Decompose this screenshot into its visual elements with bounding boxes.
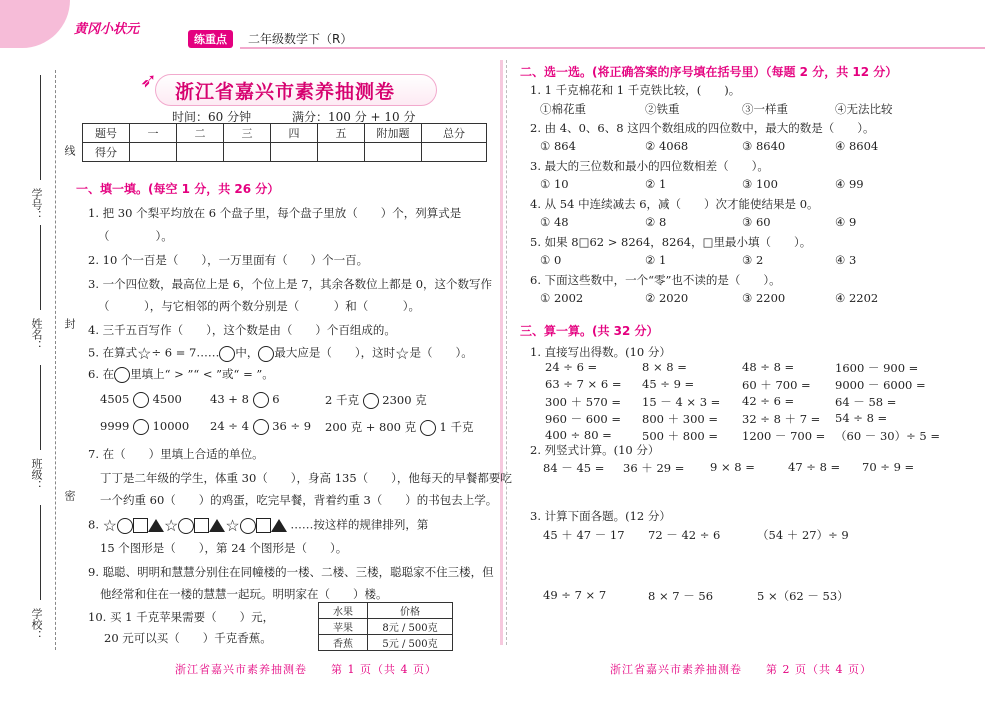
label-name: 姓名：	[30, 318, 43, 351]
choice-option[interactable]: ④ 99	[835, 177, 864, 191]
q6-text-b: 里填上“ > ”“ < ”或“ = ”。	[130, 367, 274, 381]
oral-calc-item: 42 ÷ 6 =	[742, 394, 795, 408]
section2-title: 二、选一选。(将正确答案的序号填在括号里）（每题 2 分，共 12 分）	[520, 65, 898, 79]
binding-mark-seal: 封	[63, 318, 76, 329]
q8	[88, 516, 428, 535]
vertical-calc-item: 9 × 8 =	[710, 460, 755, 474]
square-icon	[256, 518, 271, 533]
oral-calc-item: 54 ÷ 8 =	[835, 411, 888, 425]
choice-option[interactable]: ② 2020	[645, 291, 689, 305]
score-cell[interactable]	[318, 143, 365, 162]
compare-item: 2 千克 2300 克	[325, 393, 427, 407]
brand-logo: 黄冈小状元	[74, 22, 140, 37]
score-cell[interactable]	[130, 143, 177, 162]
label-class: 班级：	[30, 458, 43, 491]
choice-option[interactable]: ② 1	[645, 253, 667, 267]
s3-part2-title: 2. 列竖式计算。(10 分）	[530, 443, 660, 457]
mixed-calc-item: 72 － 42 ÷ 6	[648, 528, 721, 542]
vertical-calc-item: 47 ÷ 8 =	[788, 460, 841, 474]
score-cell[interactable]	[177, 143, 224, 162]
q4: 4. 三千五百写作（ ），这个数是由（ ）个百组成的。	[88, 323, 396, 337]
score-cell[interactable]	[422, 143, 487, 162]
circle-icon	[219, 346, 235, 362]
oral-calc-item: 8 × 8 =	[642, 360, 687, 374]
choice-option[interactable]: ④ 2202	[835, 291, 879, 305]
star-icon: ☆	[137, 344, 152, 363]
section1-title: 一、填一填。(每空 1 分，共 26 分）	[76, 182, 280, 196]
score-row-label: 得分	[83, 143, 130, 162]
mixed-calc-item: （54 ＋ 27）÷ 9	[757, 528, 849, 542]
q8-line2: 15 个图形是（ ），第 24 个图形是（ ）。	[100, 541, 348, 555]
oral-calc-item: 64 － 58 =	[835, 395, 897, 409]
compare-item: 43 + 8 6	[210, 392, 280, 406]
compare-item: 4505 4500	[100, 392, 182, 406]
q7: 7. 在（ ）里填上合适的单位。	[88, 447, 264, 461]
choice-option[interactable]: ① 10	[540, 177, 569, 191]
choice-option[interactable]: ③ 60	[742, 215, 771, 229]
choice-option[interactable]: ③ 8640	[742, 139, 786, 153]
s3-part3-title: 3. 计算下面各题。(12 分）	[530, 509, 671, 523]
star-icon: ☆	[395, 344, 410, 363]
compare-item: 24 ÷ 4 36 ÷ 9	[210, 419, 312, 433]
choice-option[interactable]: ①棉花重	[540, 102, 586, 116]
oral-calc-item: 48 ÷ 8 =	[742, 360, 795, 374]
oral-calc-item: 300 ＋ 570 =	[545, 395, 622, 409]
star-icon: ☆	[163, 516, 179, 535]
choice-option[interactable]: ③ 2	[742, 253, 764, 267]
score-header: 一	[130, 124, 177, 143]
choice-option[interactable]: ① 0	[540, 253, 562, 267]
mixed-calc-item: 8 × 7 － 56	[648, 589, 714, 603]
q2: 2. 10 个一百是（ ），一万里面有（ ）个一百。	[88, 253, 369, 267]
q5-text-d: 最大应是（ ），这时	[274, 345, 396, 360]
q10-line2: 20 元可以买（ ）千克香蕉。	[104, 631, 272, 645]
mixed-calc-item: 45 ＋ 47 － 17	[543, 528, 625, 542]
oral-calc-item: 1200 － 700 =	[742, 429, 826, 443]
score-header: 三	[224, 124, 271, 143]
choice-question: 6. 下面这些数中，一个“零”也不读的是（ ）。	[530, 273, 781, 287]
s3-part1-title: 1. 直接写出得数。(10 分）	[530, 345, 671, 359]
choice-question: 4. 从 54 中连续减去 6，减（ ）次才能使结果是 0。	[530, 197, 819, 211]
binding-mark-secret: 密	[63, 490, 76, 501]
oral-calc-item: 960 － 600 =	[545, 412, 622, 426]
q1-line2: （ ）。	[98, 229, 173, 243]
oral-calc-item: 1600 － 900 =	[835, 361, 919, 375]
compare-item: 9999 10000	[100, 419, 190, 433]
choice-option[interactable]: ④ 8604	[835, 139, 879, 153]
choice-question: 3. 最大的三位数和最小的四位数相差（ ）。	[530, 159, 769, 173]
oral-calc-item: 500 ＋ 800 =	[642, 429, 719, 443]
q5-text-e: 是（ ）。	[409, 345, 473, 360]
mixed-calc-item: 49 ÷ 7 × 7	[543, 588, 607, 602]
q7-line2: 一个约重 60（ ）的鸡蛋，吃完早餐，背着约重 3（ ）的书包去上学。	[100, 493, 498, 507]
class-line	[40, 365, 41, 450]
oral-calc-item: 15 － 4 × 3 =	[642, 395, 721, 409]
choice-option[interactable]: ② 8	[645, 215, 667, 229]
binding-line	[55, 70, 56, 650]
circle-icon	[178, 518, 194, 534]
score-header: 题号	[83, 124, 130, 143]
oral-calc-item: 24 ÷ 6 =	[545, 360, 598, 374]
compare-circle[interactable]	[420, 420, 436, 436]
choice-option[interactable]: ③一样重	[742, 102, 788, 116]
oral-calc-item: 400 ÷ 80 =	[545, 428, 612, 442]
star-icon: ☆	[102, 516, 117, 535]
choice-option[interactable]: ④ 9	[835, 215, 857, 229]
q9-line1: 9. 聪聪、明明和慧慧分别住在同幢楼的一楼、二楼、三楼，聪聪家不住三楼，但	[88, 565, 494, 579]
q5-text-b: ÷ 6 = 7……	[151, 345, 220, 360]
circle-icon	[117, 518, 133, 534]
section3-title: 三、算一算。(共 32 分）	[520, 324, 659, 338]
oral-calc-item: 45 ÷ 9 =	[642, 377, 695, 391]
square-icon	[133, 518, 148, 533]
score-header: 二	[177, 124, 224, 143]
page-divider-band	[500, 60, 503, 645]
oral-calc-item: （60 － 30）÷ 5 =	[835, 429, 940, 443]
choice-option[interactable]: ③ 2200	[742, 291, 786, 305]
score-cell[interactable]	[365, 143, 422, 162]
fruit-price-table	[318, 602, 453, 651]
exam-title: 浙江省嘉兴市素养抽测卷	[175, 81, 396, 103]
fruit-header: 价格	[368, 603, 453, 619]
tag-badge: 练重点	[188, 30, 233, 48]
choice-option[interactable]: ② 4068	[645, 139, 689, 153]
fruit-cell: 5元 / 500克	[368, 635, 453, 651]
choice-option[interactable]: ① 864	[540, 139, 576, 153]
compare-circle[interactable]	[363, 393, 379, 409]
fruit-cell: 香蕉	[319, 635, 368, 651]
q6	[88, 366, 274, 383]
score-table	[82, 123, 487, 162]
name-line	[40, 225, 41, 310]
choice-option[interactable]: ④无法比较	[835, 102, 893, 116]
q8-text: ……按这样的规律排列，第	[290, 517, 429, 532]
choice-option[interactable]: ① 2002	[540, 291, 584, 305]
oral-calc-item: 9000 － 6000 =	[835, 378, 926, 392]
oral-calc-item: 800 ＋ 300 =	[642, 412, 719, 426]
q8-label: 8.	[88, 517, 99, 532]
exam-time: 时间：60 分钟	[172, 110, 252, 124]
star-icon: ☆	[225, 516, 240, 535]
footer-right: 浙江省嘉兴市素养抽测卷 第 2 页（共 4 页）	[610, 663, 872, 676]
fruit-header: 水果	[319, 603, 368, 619]
page-divider	[506, 60, 507, 645]
fruit-cell: 苹果	[319, 619, 368, 635]
q6-text-a: 6. 在	[88, 367, 115, 381]
vertical-calc-item: 70 ÷ 9 =	[862, 460, 915, 474]
q1-line1: 1. 把 30 个梨平均放在 6 个盘子里，每个盘子里放（ ）个，列算式是	[88, 206, 462, 220]
vertical-calc-item: 36 ＋ 29 =	[623, 461, 685, 475]
choice-option[interactable]: ②铁重	[645, 102, 680, 116]
footer-left: 浙江省嘉兴市素养抽测卷 第 1 页（共 4 页）	[175, 663, 437, 676]
choice-question: 1. 1 千克棉花和 1 千克铁比较，( )。	[530, 83, 741, 97]
compare-circle[interactable]	[133, 392, 149, 408]
compare-circle[interactable]	[253, 392, 269, 408]
q5-text-a: 5. 在算式	[88, 345, 138, 360]
score-header: 总分	[422, 124, 487, 143]
choice-option[interactable]: ① 48	[540, 215, 569, 229]
exam-score: 满分：100 分 + 10 分	[292, 110, 416, 124]
circle-icon	[258, 346, 274, 362]
choice-option[interactable]: ③ 100	[742, 177, 778, 191]
q5	[88, 344, 473, 363]
square-icon	[194, 518, 209, 533]
score-header: 四	[271, 124, 318, 143]
triangle-icon	[148, 519, 164, 532]
header-rule	[240, 47, 985, 49]
choice-question: 5. 如果 8□62 > 8264，8264，□里最小填（ ）。	[530, 235, 812, 249]
oral-calc-item: 32 ÷ 8 ＋ 7 =	[742, 412, 821, 426]
mixed-calc-item: 5 ×（62 － 53）	[757, 589, 849, 603]
label-student-id: 学号：	[30, 188, 43, 221]
student-id-line	[40, 75, 41, 180]
fruit-cell: 8元 / 500克	[368, 619, 453, 635]
subject-label: 二年级数学下（R）	[248, 32, 353, 46]
oral-calc-item: 63 ÷ 7 × 6 =	[545, 377, 622, 391]
circle-icon	[240, 518, 256, 534]
q3-line1: 3. 一个四位数，最高位上是 6，个位上是 7，其余各数位上都是 0，这个数写作	[88, 277, 493, 291]
choice-question: 2. 由 4、0、6、8 这四个数组成的四位数中，最大的数是（ ）。	[530, 121, 875, 135]
q7-line1: 丁丁是二年级的学生，体重 30（ ），身高 135（ ），他每天的早餐都要吃	[100, 471, 512, 485]
choice-option[interactable]: ④ 3	[835, 253, 857, 267]
compare-item: 200 克 + 800 克 1 千克	[325, 420, 474, 434]
vertical-calc-item: 84 － 45 =	[543, 461, 605, 475]
label-school: 学校：	[30, 608, 43, 641]
circle-icon	[114, 367, 130, 383]
corner-decoration	[0, 0, 70, 48]
q10-line1: 10. 买 1 千克苹果需要（ ）元，	[88, 610, 275, 624]
rocket-icon: ➶	[140, 68, 157, 92]
triangle-icon	[209, 519, 225, 532]
binding-mark-line: 线	[63, 145, 76, 156]
q3-line2: （ ），与它相邻的两个数分别是（ ）和（ ）。	[98, 299, 420, 313]
compare-circle[interactable]	[253, 419, 269, 435]
score-cell[interactable]	[271, 143, 318, 162]
score-header: 五	[318, 124, 365, 143]
score-cell[interactable]	[224, 143, 271, 162]
compare-circle[interactable]	[133, 419, 149, 435]
school-line	[40, 505, 41, 600]
q5-text-c: 中，	[235, 345, 259, 360]
score-header: 附加题	[365, 124, 422, 143]
q9-line2: 他经常和住在一楼的慧慧一起玩。明明家在（ ）楼。	[100, 587, 388, 601]
oral-calc-item: 60 ＋ 700 =	[742, 378, 811, 392]
triangle-icon	[271, 519, 287, 532]
choice-option[interactable]: ② 1	[645, 177, 667, 191]
